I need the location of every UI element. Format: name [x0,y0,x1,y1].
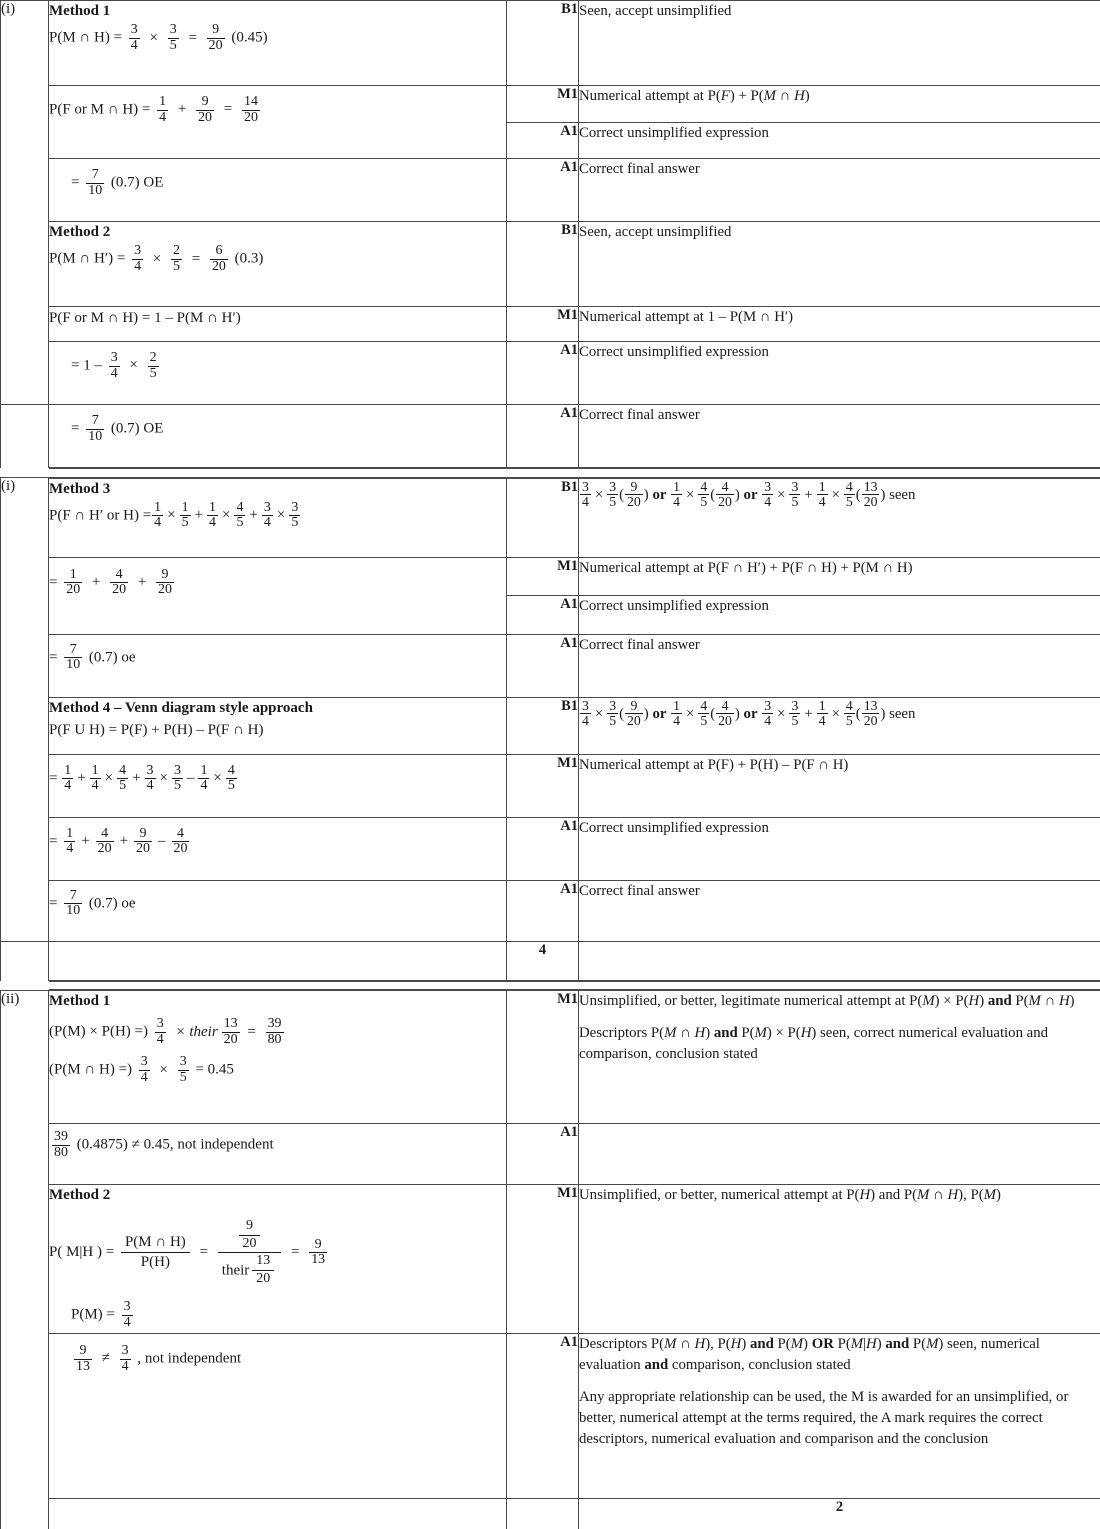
method-heading: Method 2 [49,1187,111,1203]
mark-code: A1 [507,596,579,635]
fraction: $\frac{13}{20}$ [863,478,878,509]
fraction: $\frac{3}{5}$ [169,22,177,53]
equation: = $\frac{7}{10}$ (0.7) oe [49,641,136,672]
table-row [1,1,1100,86]
equation: P( M|H ) = $\frac{P(M \cap H)}{P(H)}$ = $\frac{9}{20}$ their $\frac{13}{20}$ = $\frac{9}{13}$ [49,1218,326,1286]
equation: P(F or M ∩ H) = $\frac{1}{4}$ + $\frac{9}{20}$ = $\frac{14}{20}$ [49,94,258,125]
fraction: $\frac{3}{4}$ [146,762,154,793]
equation: P(F or M ∩ H) = 1 – P(M ∩ H′) [49,310,241,326]
working-row5 [49,307,507,342]
mark-code: M1 [507,754,579,817]
fraction: $\frac{2}{5}$ [173,243,180,274]
mark-code: M1 [507,86,579,123]
equation: P(M ∩ H) = $\frac{3}{4}$ × $\frac{3}{5}$ = $\frac{9}{20}$ (0.45) [49,22,268,53]
working-s3-row4 [49,1334,507,1499]
section-total-mark: 4 [507,941,579,981]
note-text: Seen, accept unsimplified [579,222,1100,307]
equation: P(F ∩ H′ or H) = $\frac{1}{4}$ × $\frac{1}{5}$ + $\frac{1}{4}$ × $\frac{4}{5}$ + $\frac{3}{4}$ × $\frac{3}{5}$ [49,499,299,531]
working-empty [49,941,507,981]
spacer [579,1376,1100,1387]
part-spacer [49,1499,507,1529]
working-row6 [49,342,507,405]
equation: $\frac{3}{4}$ × $\frac{3}{5}$ ( $\frac{9}{20}$ ) or $\frac{1}{4}$ × $\frac{4}{5}$ ( $\frac{4}{20}$ ) or $\frac{3}{4}$ × $\frac{3}{5}$ + $\frac{1}{4}$ × $\frac{4}{5}$ ( $\frac{13}{20}$ ) seen [582,697,916,728]
equation: = $\frac{7}{10}$ (0.7) OE [71,413,164,444]
note-text [579,1334,1100,1499]
fraction: $\frac{2}{5}$ [149,350,157,381]
section-separator [1,468,1100,478]
mark-code: B1 [507,222,579,307]
fraction: $\frac{3}{5}$ [173,762,181,793]
fraction: $\frac{3}{4}$ [121,1343,129,1374]
fraction: $\frac{4}{5}$ [845,478,853,509]
note-text: Correct unsimplified expression [579,817,1100,880]
note-empty [579,941,1100,981]
mark-code: B1 [507,478,579,558]
fraction: $\frac{3}{5}$ [609,697,617,728]
fraction: $\frac{9}{13}$ [311,1236,326,1268]
part-label-i-2: (i) [1,478,49,942]
table-row [1,1499,1100,1529]
fraction: $\frac{9}{20}$ [627,478,641,509]
note-paragraph: Descriptors P(M ∩ H) and P(M) × P(H) seen, correct numerical evaluation and comparison, conclusion stated [579,1025,1049,1062]
fraction: $\frac{1}{4}$ [91,762,99,793]
fraction: $\frac{3}{4}$ [582,478,589,509]
mark-code: A1 [507,634,579,697]
fraction: $\frac{1}{4}$ [200,762,208,793]
fraction: $\frac{3}{4}$ [263,499,271,531]
fraction: $\frac{14}{20}$ [243,94,258,125]
mark-code: A1 [507,405,579,469]
fraction: $\frac{4}{20}$ [112,566,127,597]
note-text: Numerical attempt at P(F) + P(M ∩ H) [579,86,1100,123]
table-row [1,697,1100,754]
table-row [1,754,1100,817]
fraction: $\frac{1}{4}$ [673,478,680,509]
note-text: Correct final answer [579,880,1100,941]
part-spacer [1,941,49,981]
equation: $\frac{9}{13}$ ≠ $\frac{3}{4}$ , not independent [76,1343,242,1374]
note-paragraph: Any appropriate relationship can be used, the M is awarded for an unsimplified, or better, numerical attempt at the terms required, the A mark requires the correct descriptors, numerical evaluation and comparison and the conclusion [579,1389,1069,1447]
working-m3-line1 [49,478,507,558]
equation: = $\frac{7}{10}$ (0.7) OE [71,167,164,198]
note-text: Correct final answer [579,405,1100,469]
table-row [1,1124,1100,1185]
fraction: $\frac{1}{20}$ [66,566,81,597]
working-m2-line1 [49,222,507,307]
working-m4-heading [49,697,507,754]
equation: (P(M ∩ H) =) $\frac{3}{4}$ × $\frac{3}{5}$ = 0.45 [49,1054,234,1085]
spacer [579,1012,1100,1023]
fraction: $\frac{3}{4}$ [134,243,142,274]
table-row [1,307,1100,342]
mark-code: A1 [507,122,579,159]
note-text [579,1124,1100,1185]
equation: = $\frac{1}{20}$ + $\frac{4}{20}$ + $\frac{9}{20}$ [49,566,172,597]
table-row [1,1185,1100,1334]
equation: = $\frac{1}{4}$ + $\frac{1}{4}$ × $\frac{4}{5}$ + $\frac{3}{4}$ × $\frac{3}{5}$ – $\frac{1}{4}$ × $\frac{4}{5}$ [49,762,235,793]
fraction: $\frac{9}{20}$ [208,22,223,53]
fraction: $\frac{39}{80}$ [54,1129,68,1160]
fraction: $\frac{4}{5}$ [700,478,708,509]
fraction: $\frac{9}{20}$ [627,697,641,728]
equation: = 1 – $\frac{3}{4}$ × $\frac{2}{5}$ [71,350,157,381]
fraction: $\frac{39}{80}$ [267,1016,282,1047]
fraction: $\frac{1}{4}$ [673,697,680,728]
mark-code: B1 [507,1,579,86]
working-s2-row5 [49,754,507,817]
part-label-i-1: (i) [1,1,49,405]
fraction: $\frac{3}{5}$ [179,1054,187,1085]
method-heading: Method 1 [49,993,111,1009]
fraction: $\frac{7}{10}$ [66,887,81,918]
equation: $\frac{39}{80}$ (0.4875) ≠ 0.45, not independent [54,1129,274,1160]
mark-code: M1 [507,1185,579,1334]
fraction: $\frac{3}{5}$ [609,478,617,509]
fraction: $\frac{3}{5}$ [791,478,799,509]
equation: = $\frac{1}{4}$ + $\frac{4}{20}$ + $\frac{9}{20}$ – $\frac{4}{20}$ [49,825,188,856]
fraction: $\frac{4}{5}$ [236,499,244,531]
fraction: $\frac{13}{20}$ [252,1254,274,1286]
working-row2 [49,86,507,159]
fraction: $\frac{1}{4}$ [154,499,162,531]
method-heading: Method 2 [49,224,111,240]
mark-code: A1 [507,1124,579,1185]
mark-code: B1 [507,697,579,754]
fraction: $\frac{3}{4}$ [110,350,118,381]
fraction: $\frac{4}{20}$ [97,825,112,856]
fraction: $\frac{1}{4}$ [159,94,167,125]
fraction: $\frac{4}{20}$ [718,697,732,728]
working-s2-row3 [49,634,507,697]
section-separator [1,981,1100,991]
mark-code: A1 [507,1334,579,1499]
table-row [1,159,1100,222]
fraction: $\frac{1}{5}$ [181,499,189,531]
working-row7 [49,405,507,469]
note-paragraph: Unsimplified, or better, legitimate numerical attempt at P(M) × P(H) and P(M ∩ H) [579,993,1075,1009]
mark-code: M1 [507,307,579,342]
fraction: $\frac{3}{5}$ [291,499,299,531]
fraction: $\frac{6}{20}$ [211,243,226,274]
note-text: Correct unsimplified expression [579,342,1100,405]
mark-code: A1 [507,880,579,941]
method-heading: Method 1 [49,3,111,19]
fraction: $\frac{3}{4}$ [156,1016,164,1047]
fraction: $\frac{4}{20}$ [718,478,732,509]
fraction: $\frac{9}{20}$ [158,566,172,597]
note-paragraph: Descriptors P(M ∩ H), P(H) and P(M) OR P(M|H) and P(M) seen, numerical evaluation and comparison, conclusion stated [579,1336,1040,1373]
note-text: Numerical attempt at P(F ∩ H′) + P(F ∩ H) + P(M ∩ H) [579,557,1100,596]
table-row [1,478,1100,558]
note-text: Correct final answer [579,159,1100,222]
table-row [1,634,1100,697]
note-text: Correct unsimplified expression [579,596,1100,635]
fraction: $\frac{1}{4}$ [818,478,826,509]
table-row [1,817,1100,880]
fraction: $\frac{9}{13}$ [76,1343,90,1374]
fraction: $\frac{7}{10}$ [88,167,103,198]
equation: $\frac{3}{4}$ × $\frac{3}{5}$ ( $\frac{9}{20}$ ) or $\frac{1}{4}$ × $\frac{4}{5}$ ( $\frac{4}{20}$ ) or $\frac{3}{4}$ × $\frac{3}{5}$ + $\frac{1}{4}$ × $\frac{4}{5}$ ( $\frac{13}{20}$ ) seen [582,478,916,509]
mark-code: M1 [507,557,579,596]
mark-code: M1 [507,990,579,1124]
fraction: $\frac{4}{20}$ [173,825,188,856]
note-text: Numerical attempt at 1 – P(M ∩ H′) [579,307,1100,342]
fraction: $\frac{7}{10}$ [66,641,81,672]
equation: P(M ∩ H′) = $\frac{3}{4}$ × $\frac{2}{5}$ = $\frac{6}{20}$ (0.3) [49,243,264,274]
fraction: $\frac{13}{20}$ [863,697,878,728]
table-row [1,86,1100,123]
working-empty [507,1499,579,1529]
fraction: $\frac{P(M \cap H)}{P(H)}$ [121,1234,190,1272]
working-s2-row7 [49,880,507,941]
fraction: $\frac{1}{4}$ [66,825,74,856]
fraction: $\frac{4}{5}$ [845,697,853,728]
table-row [1,880,1100,941]
equation: = $\frac{7}{10}$ (0.7) oe [49,887,136,918]
mark-code: A1 [507,159,579,222]
fraction: $\frac{3}{4}$ [764,478,772,509]
table-row [1,941,1100,981]
fraction: $\frac{7}{10}$ [88,413,103,444]
note-text: Correct unsimplified expression [579,122,1100,159]
fraction: $\frac{3}{5}$ [791,697,799,728]
mark-code: A1 [507,342,579,405]
fraction: $\frac{3}{4}$ [130,22,138,53]
method-heading: Method 4 – Venn diagram style approach [49,699,313,716]
table-row [1,342,1100,405]
table-row [1,405,1100,469]
table-row [1,1334,1100,1499]
table-row [1,557,1100,596]
equation: P(F U H) = P(F) + P(H) – P(F ∩ H) [49,721,264,738]
working-s2-row6 [49,817,507,880]
fraction: $\frac{3}{4}$ [140,1054,148,1085]
fraction: $\frac{9}{20}$ [239,1219,261,1251]
table-row [1,990,1100,1124]
note-text [579,990,1100,1124]
note-text [579,697,1100,754]
working-s3-row2 [49,1124,507,1185]
note-text [579,478,1100,558]
working-row3 [49,159,507,222]
fraction: $\frac{13}{20}$ [223,1016,238,1047]
fraction: $\frac{1}{4}$ [818,697,826,728]
working-s2-row2 [49,557,507,634]
table-row [1,222,1100,307]
working-s3-m1 [49,990,507,1124]
working-m1-line1 [49,1,507,86]
fraction: $\frac{1}{4}$ [64,762,72,793]
fraction: $\frac{4}{5}$ [700,697,708,728]
fraction-nested: $\frac{9}{20}$ their $\frac{13}{20}$ [218,1219,281,1286]
equation: (P(M) × P(H) =) $\frac{3}{4}$ × their $\frac{13}{20}$ = $\frac{39}{80}$ [49,1016,282,1047]
mark-code: A1 [507,817,579,880]
fraction: $\frac{4}{5}$ [119,762,127,793]
equation: P(M) = $\frac{3}{4}$ [71,1299,131,1330]
note-text: Correct final answer [579,634,1100,697]
note-text: Unsimplified, or better, numerical attempt at P(H) and P(M ∩ H), P(M) [579,1185,1100,1334]
part-spacer [1,405,49,469]
fraction: $\frac{4}{5}$ [227,762,235,793]
method-heading: Method 3 [49,480,111,497]
note-text: Seen, accept unsimplified [579,1,1100,86]
fraction: $\frac{3}{4}$ [123,1299,131,1330]
fraction: $\frac{9}{20}$ [198,94,213,125]
fraction: $\frac{9}{20}$ [136,825,150,856]
note-text: Numerical attempt at P(F) + P(H) – P(F ∩ H) [579,754,1100,817]
fraction: $\frac{3}{4}$ [582,697,589,728]
section-total-mark: 2 [579,1499,1100,1529]
fraction: $\frac{1}{4}$ [209,499,217,531]
part-label-ii: (ii) [1,990,49,1529]
fraction: $\frac{3}{4}$ [764,697,772,728]
working-s3-m2 [49,1185,507,1334]
